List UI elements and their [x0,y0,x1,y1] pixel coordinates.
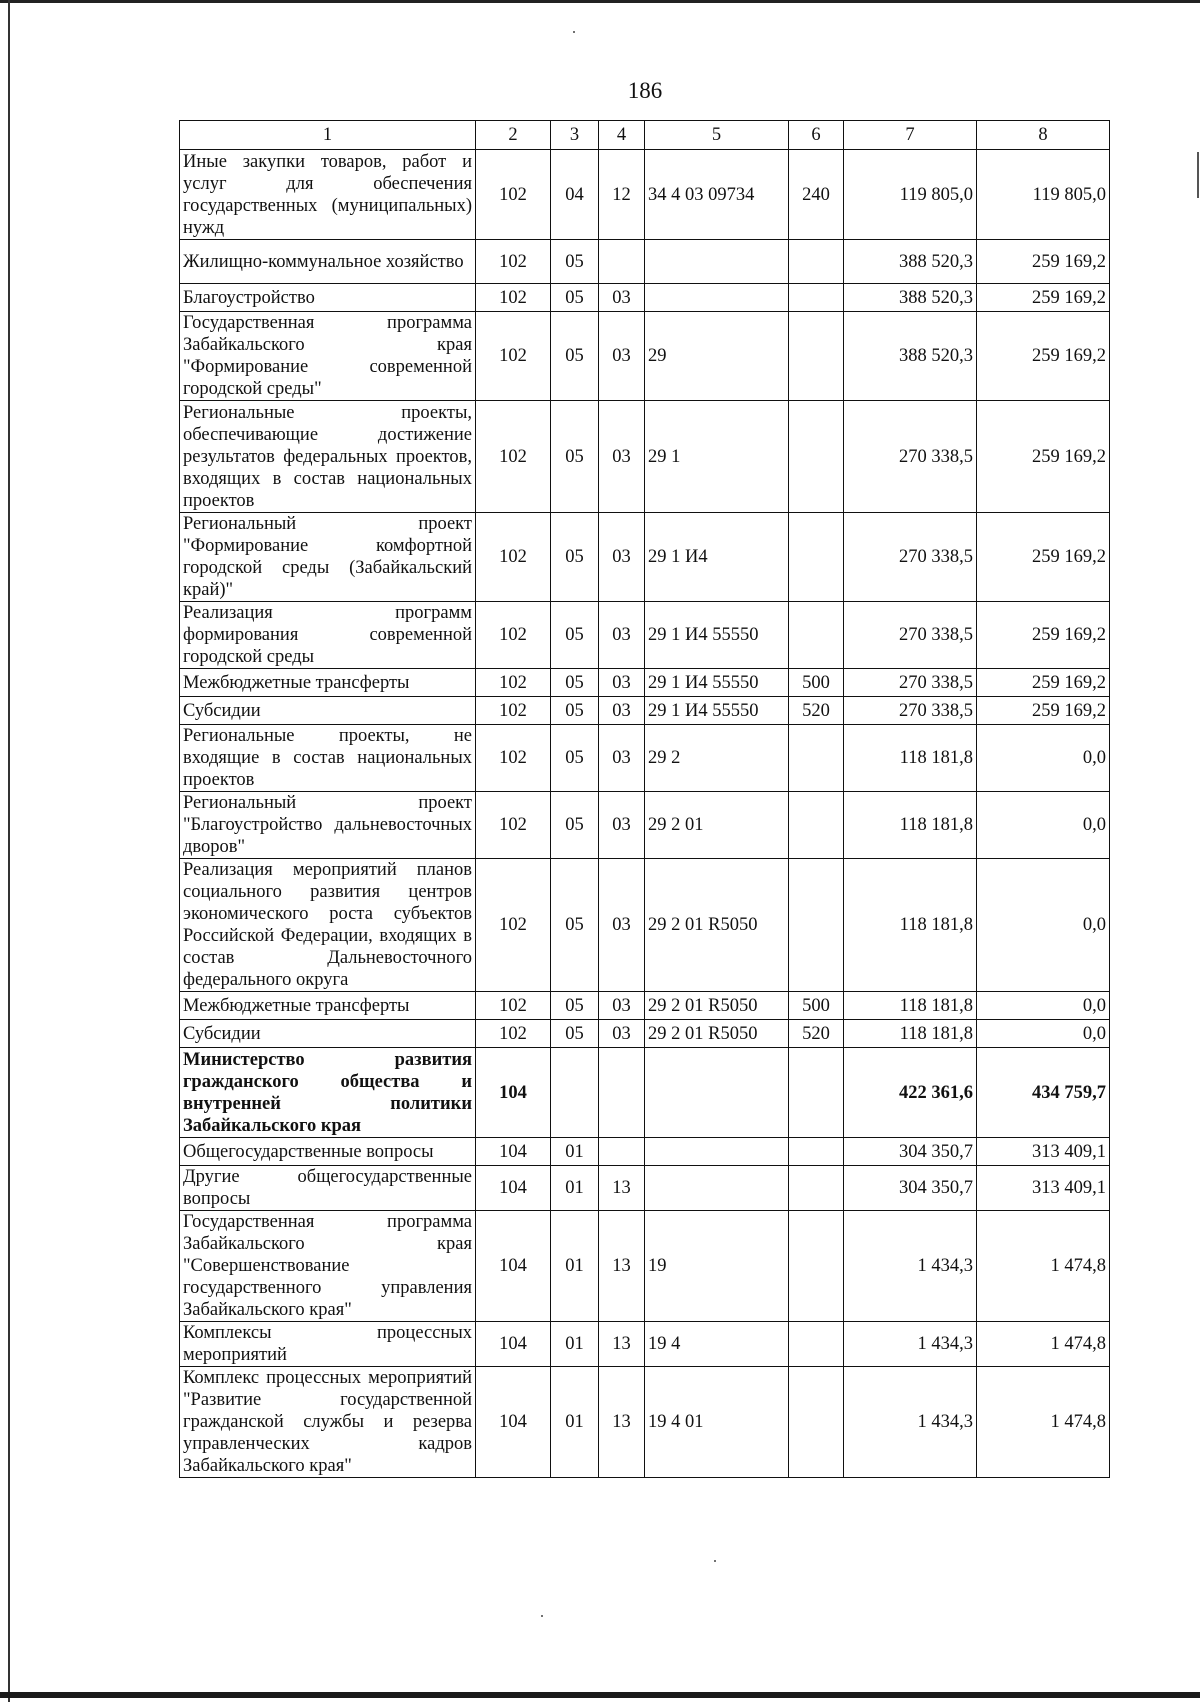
row-value-cell [789,513,844,602]
scan-speck [714,1560,716,1562]
row-value-cell [645,240,789,284]
row-value-cell: 1 434,3 [844,1322,977,1367]
row-value-cell: 03 [599,669,645,697]
table-row [180,792,1110,859]
row-value-cell: 313 409,1 [977,1166,1110,1211]
row-value-cell [599,1138,645,1166]
row-value-cell: 1 434,3 [844,1367,977,1478]
row-value-cell: 102 [476,150,551,240]
row-value-cell [645,1166,789,1211]
table-row [180,697,1110,725]
table-row [180,1138,1110,1166]
row-value-cell: 05 [551,1020,599,1048]
row-name-cell: Жилищно-коммунальное хозяйство [180,240,476,284]
row-value-cell: 102 [476,284,551,312]
row-value-cell: 03 [599,992,645,1020]
row-value-cell [789,1048,844,1138]
row-value-cell: 0,0 [977,859,1110,992]
row-value-cell: 05 [551,669,599,697]
row-value-cell: 520 [789,1020,844,1048]
row-value-cell: 05 [551,697,599,725]
row-value-cell: 270 338,5 [844,401,977,513]
row-value-cell: 118 181,8 [844,792,977,859]
row-name-cell: Региональный проект "Благоустройство дальневосточных дворов" [180,792,476,859]
row-value-cell: 500 [789,669,844,697]
table-header-row [180,121,1110,150]
row-value-cell: 102 [476,669,551,697]
row-value-cell: 304 350,7 [844,1166,977,1211]
row-value-cell: 19 4 01 [645,1367,789,1478]
row-value-cell: 118 181,8 [844,1020,977,1048]
row-name-cell: Государственная программа Забайкальского края "Формирование современной городской среды" [180,312,476,401]
row-value-cell: 01 [551,1322,599,1367]
row-name-cell: Межбюджетные трансферты [180,992,476,1020]
row-value-cell: 1 474,8 [977,1211,1110,1322]
row-value-cell: 102 [476,725,551,792]
row-value-cell [789,240,844,284]
row-value-cell [789,1367,844,1478]
row-value-cell: 0,0 [977,1020,1110,1048]
row-name-cell: Региональные проекты, обеспечивающие достижение результатов федеральных проектов, входящих в состав национальных проектов [180,401,476,513]
table-row [180,1367,1110,1478]
row-value-cell: 240 [789,150,844,240]
table-row [180,240,1110,284]
row-value-cell: 102 [476,513,551,602]
table-row [180,401,1110,513]
row-value-cell: 13 [599,1211,645,1322]
row-name-cell: Благоустройство [180,284,476,312]
row-value-cell: 104 [476,1166,551,1211]
row-value-cell: 1 434,3 [844,1211,977,1322]
row-value-cell: 13 [599,1166,645,1211]
row-value-cell [789,859,844,992]
row-name-cell: Реализация программ формирования современной городской среды [180,602,476,669]
row-value-cell: 118 181,8 [844,859,977,992]
row-value-cell: 03 [599,284,645,312]
row-value-cell [789,284,844,312]
row-value-cell: 03 [599,1020,645,1048]
row-name-cell: Региональный проект "Формирование комфортной городской среды (Забайкальский край)" [180,513,476,602]
row-value-cell: 29 1 И4 55550 [645,697,789,725]
row-value-cell: 102 [476,240,551,284]
row-value-cell: 29 2 01 R5050 [645,1020,789,1048]
row-value-cell: 03 [599,725,645,792]
row-value-cell: 29 2 01 R5050 [645,992,789,1020]
row-value-cell [789,312,844,401]
scan-mark-right [1197,152,1199,198]
table-row [180,513,1110,602]
row-value-cell: 13 [599,1322,645,1367]
table-row [180,602,1110,669]
row-name-cell: Субсидии [180,697,476,725]
row-name-cell: Региональные проекты, не входящие в состав национальных проектов [180,725,476,792]
row-value-cell: 29 2 01 R5050 [645,859,789,992]
row-value-cell: 05 [551,725,599,792]
row-value-cell [789,1211,844,1322]
row-value-cell: 102 [476,792,551,859]
row-value-cell [789,602,844,669]
table-row [180,859,1110,992]
row-value-cell: 520 [789,697,844,725]
row-value-cell: 1 474,8 [977,1322,1110,1367]
row-value-cell: 104 [476,1138,551,1166]
row-value-cell: 05 [551,602,599,669]
budget-table [179,120,1110,1478]
row-name-cell: Комплекс процессных мероприятий "Развитие государственной гражданской службы и резерва управленческих кадров Забайкальского края" [180,1367,476,1478]
table-row [180,1322,1110,1367]
row-value-cell: 388 520,3 [844,284,977,312]
row-value-cell [789,401,844,513]
row-value-cell: 19 4 [645,1322,789,1367]
row-value-cell: 102 [476,697,551,725]
row-value-cell: 29 1 И4 55550 [645,602,789,669]
column-header: 3 [551,121,599,150]
row-value-cell: 05 [551,401,599,513]
row-value-cell [551,1048,599,1138]
row-name-cell: Государственная программа Забайкальского края "Совершенствование государственного управления Забайкальского края" [180,1211,476,1322]
row-value-cell: 259 169,2 [977,401,1110,513]
row-value-cell: 259 169,2 [977,697,1110,725]
row-value-cell: 102 [476,401,551,513]
row-value-cell: 03 [599,792,645,859]
row-value-cell [645,284,789,312]
row-value-cell: 102 [476,602,551,669]
row-value-cell: 102 [476,1020,551,1048]
row-value-cell: 259 169,2 [977,312,1110,401]
row-value-cell: 313 409,1 [977,1138,1110,1166]
row-value-cell [789,1138,844,1166]
row-value-cell: 118 181,8 [844,992,977,1020]
row-value-cell: 29 1 [645,401,789,513]
row-value-cell: 34 4 03 09734 [645,150,789,240]
table-row [180,669,1110,697]
row-value-cell: 01 [551,1166,599,1211]
row-value-cell: 04 [551,150,599,240]
row-value-cell: 05 [551,513,599,602]
row-value-cell: 500 [789,992,844,1020]
row-value-cell: 03 [599,312,645,401]
row-value-cell: 434 759,7 [977,1048,1110,1138]
row-name-cell: Реализация мероприятий планов социального развития центров экономического роста субъектов Российской Федерации, входящих в состав Дальневосточного федерального округа [180,859,476,992]
table-row [180,1166,1110,1211]
page-number: 186 [627,78,663,103]
row-value-cell: 05 [551,792,599,859]
row-value-cell: 388 520,3 [844,240,977,284]
row-value-cell: 13 [599,1367,645,1478]
row-value-cell: 29 [645,312,789,401]
row-value-cell: 119 805,0 [977,150,1110,240]
row-value-cell: 259 169,2 [977,602,1110,669]
row-value-cell: 29 2 01 [645,792,789,859]
row-value-cell: 0,0 [977,725,1110,792]
row-value-cell: 01 [551,1211,599,1322]
row-name-cell: Министерство развития гражданского общества и внутренней политики Забайкальского края [180,1048,476,1138]
column-header: 4 [599,121,645,150]
row-value-cell: 259 169,2 [977,513,1110,602]
row-value-cell: 259 169,2 [977,284,1110,312]
row-value-cell: 104 [476,1211,551,1322]
scan-edge-bottom [0,1692,1200,1698]
row-value-cell: 03 [599,513,645,602]
row-value-cell: 03 [599,602,645,669]
column-header: 2 [476,121,551,150]
row-name-cell: Иные закупки товаров, работ и услуг для обеспечения государственных (муниципальных) нужд [180,150,476,240]
row-value-cell: 1 474,8 [977,1367,1110,1478]
table-row [180,284,1110,312]
row-value-cell: 259 169,2 [977,669,1110,697]
table-row [180,150,1110,240]
row-value-cell: 259 169,2 [977,240,1110,284]
row-value-cell: 102 [476,992,551,1020]
column-header: 8 [977,121,1110,150]
column-header: 5 [645,121,789,150]
row-value-cell [645,1138,789,1166]
row-value-cell: 05 [551,992,599,1020]
row-name-cell: Другие общегосударственные вопросы [180,1166,476,1211]
table-row [180,1211,1110,1322]
row-value-cell: 104 [476,1048,551,1138]
scan-speck [541,1615,543,1617]
row-name-cell: Межбюджетные трансферты [180,669,476,697]
row-value-cell: 104 [476,1367,551,1478]
row-value-cell: 29 1 И4 [645,513,789,602]
row-value-cell: 270 338,5 [844,669,977,697]
row-name-cell: Субсидии [180,1020,476,1048]
row-value-cell: 05 [551,312,599,401]
table-row [180,1020,1110,1048]
row-value-cell: 29 2 [645,725,789,792]
row-value-cell: 270 338,5 [844,697,977,725]
row-value-cell: 270 338,5 [844,513,977,602]
row-value-cell: 104 [476,1322,551,1367]
row-value-cell: 119 805,0 [844,150,977,240]
row-value-cell: 05 [551,859,599,992]
column-header: 6 [789,121,844,150]
row-value-cell [599,1048,645,1138]
row-value-cell [789,1322,844,1367]
row-value-cell: 05 [551,284,599,312]
row-value-cell: 304 350,7 [844,1138,977,1166]
row-value-cell: 29 1 И4 55550 [645,669,789,697]
column-header: 7 [844,121,977,150]
row-value-cell: 270 338,5 [844,602,977,669]
scan-edge-top [0,0,1200,3]
row-value-cell: 01 [551,1138,599,1166]
row-value-cell [789,792,844,859]
row-value-cell: 05 [551,240,599,284]
row-value-cell [789,1166,844,1211]
row-value-cell: 19 [645,1211,789,1322]
table-row [180,1048,1110,1138]
row-value-cell: 03 [599,859,645,992]
row-value-cell: 388 520,3 [844,312,977,401]
table-row [180,725,1110,792]
row-value-cell: 03 [599,697,645,725]
scan-edge-left [8,0,10,1702]
row-value-cell: 01 [551,1367,599,1478]
row-name-cell: Комплексы процессных мероприятий [180,1322,476,1367]
row-name-cell: Общегосударственные вопросы [180,1138,476,1166]
row-value-cell: 03 [599,401,645,513]
row-value-cell: 422 361,6 [844,1048,977,1138]
row-value-cell [599,240,645,284]
row-value-cell [645,1048,789,1138]
table-row [180,992,1110,1020]
table-row [180,312,1110,401]
row-value-cell: 12 [599,150,645,240]
scan-speck [573,31,575,33]
column-header: 1 [180,121,476,150]
row-value-cell: 118 181,8 [844,725,977,792]
row-value-cell: 102 [476,859,551,992]
row-value-cell [789,725,844,792]
row-value-cell: 0,0 [977,792,1110,859]
row-value-cell: 102 [476,312,551,401]
row-value-cell: 0,0 [977,992,1110,1020]
